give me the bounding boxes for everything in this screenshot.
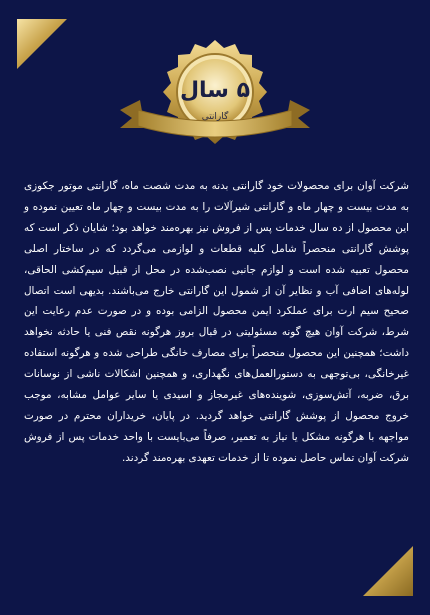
badge-subtitle: گارانتی: [201, 112, 229, 122]
badge-title: ۵ سال: [179, 78, 251, 103]
corner-ornament-bottom-right: [363, 546, 413, 596]
warranty-paragraph: شرکت آوان برای محصولات خود گارانتی بدنه به مدت شصت ماه، گارانتی موتور جکوزی به مدت بیست و چهار ماه و گارانتی شیرآلات را به مدت بیست و چهار ماه تعیین نموده و این محصول از ده سال خدمات پس از فروش نیز بهره‌مند خواهد بود؛ شایان ذکر است که پوشش گارانتی منحصراً شامل کلیه قطعات و لوازمی می‌گردد که در ساختار اصلی محصول تعبیه شده است و لوازم جانبی نصب‌شده در محل از قبیل سیم‌کشی الحاقی، لوله‌های اضافی آب و نظایر آن از شمول این گارانتی خارج می‌باشند. بدیهی است اتصال صحیح سیم ارت برای عملکرد ایمن محصول الزامی بوده و در صورت عدم رعایت این شرط، شرکت آوان هیچ گونه مسئولیتی در قبال بروز هرگونه نقص فنی یا حادثه نخواهد داشت؛ همچنین این محصول منحصراً برای مصارف خانگی طراحی شده و هرگونه استفاده غیرخانگی، بی‌توجهی به دستورالعمل‌های نگهداری، و همچنین اشکالات ناشی از نوسانات برق، ضربه، آتش‌سوزی، شوینده‌های غیرمجاز و اسیدی یا سایر عوامل مشابه، موجب خروج محصول از پوشش گارانتی خواهد گردید. در پایان، خریداران محترم در صورت مواجهه با هرگونه مشکل یا نیاز به تعمیر، صرفاً می‌بایست با واحد خدمات پس از فروش شرکت آوان تماس حاصل نموده تا از خدمات تعهدی بهره‌مند گردند.: [24, 180, 409, 464]
